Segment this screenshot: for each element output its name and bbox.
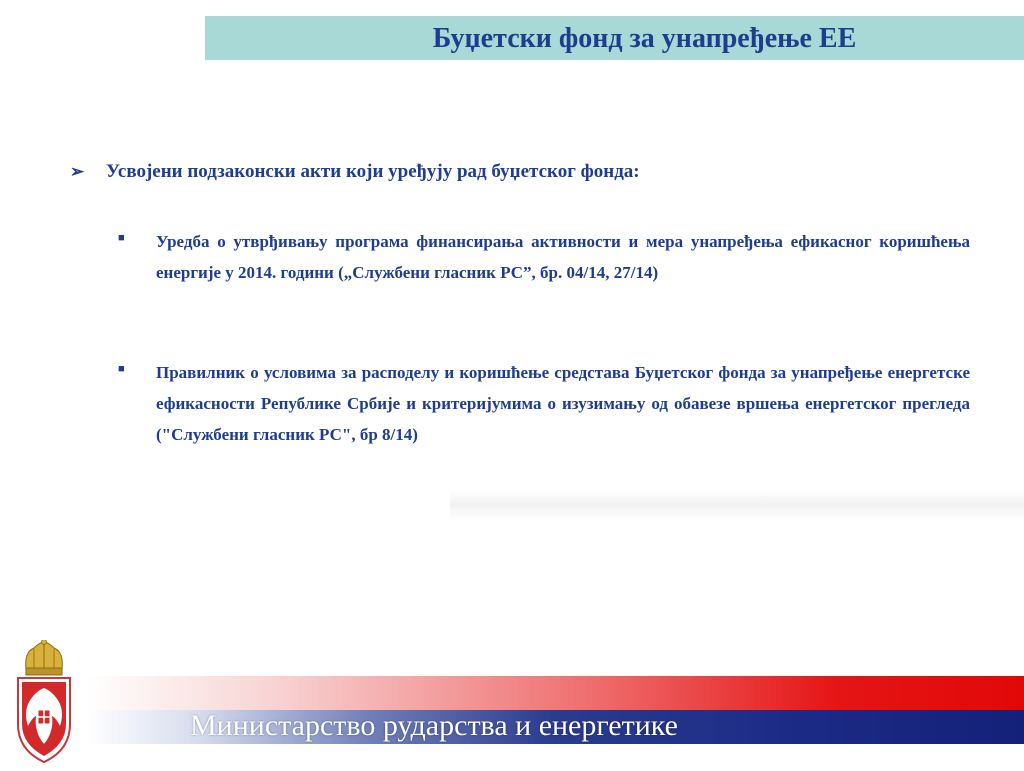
slide-title: Буџетски фонд за унапређење ЕЕ <box>432 23 857 54</box>
square-bullet-icon: ■ <box>118 363 125 375</box>
ministry-name: Министарство рударства и енергетике <box>190 709 678 742</box>
arrow-bullet-icon: ➢ <box>70 162 85 181</box>
faded-text-remnant <box>450 490 1024 520</box>
sub-bullet-text: Правилник о условима за расподелу и коришћење средстава Буџетског фонда за унапређење енергетске ефикасности Републике Србије и критеријумима о изузимању од обавезе вршења енергетског прегледа ("Службени гласник РС", бр 8/14) <box>156 363 970 444</box>
sub-bullet-text: Уредба о утврђивању програма финансирања активности и мера унапређења ефикасног коришћења енергије у 2014. години („Службени гласник РС”, бр. 04/14, 27/14) <box>156 232 970 282</box>
footer-red-stripe <box>86 676 1024 710</box>
main-bullet-text: Усвојени подзаконски акти који уређују рад буџетског фонда: <box>106 161 640 182</box>
square-bullet-icon: ■ <box>118 232 125 244</box>
serbia-coat-of-arms-icon <box>12 640 76 766</box>
